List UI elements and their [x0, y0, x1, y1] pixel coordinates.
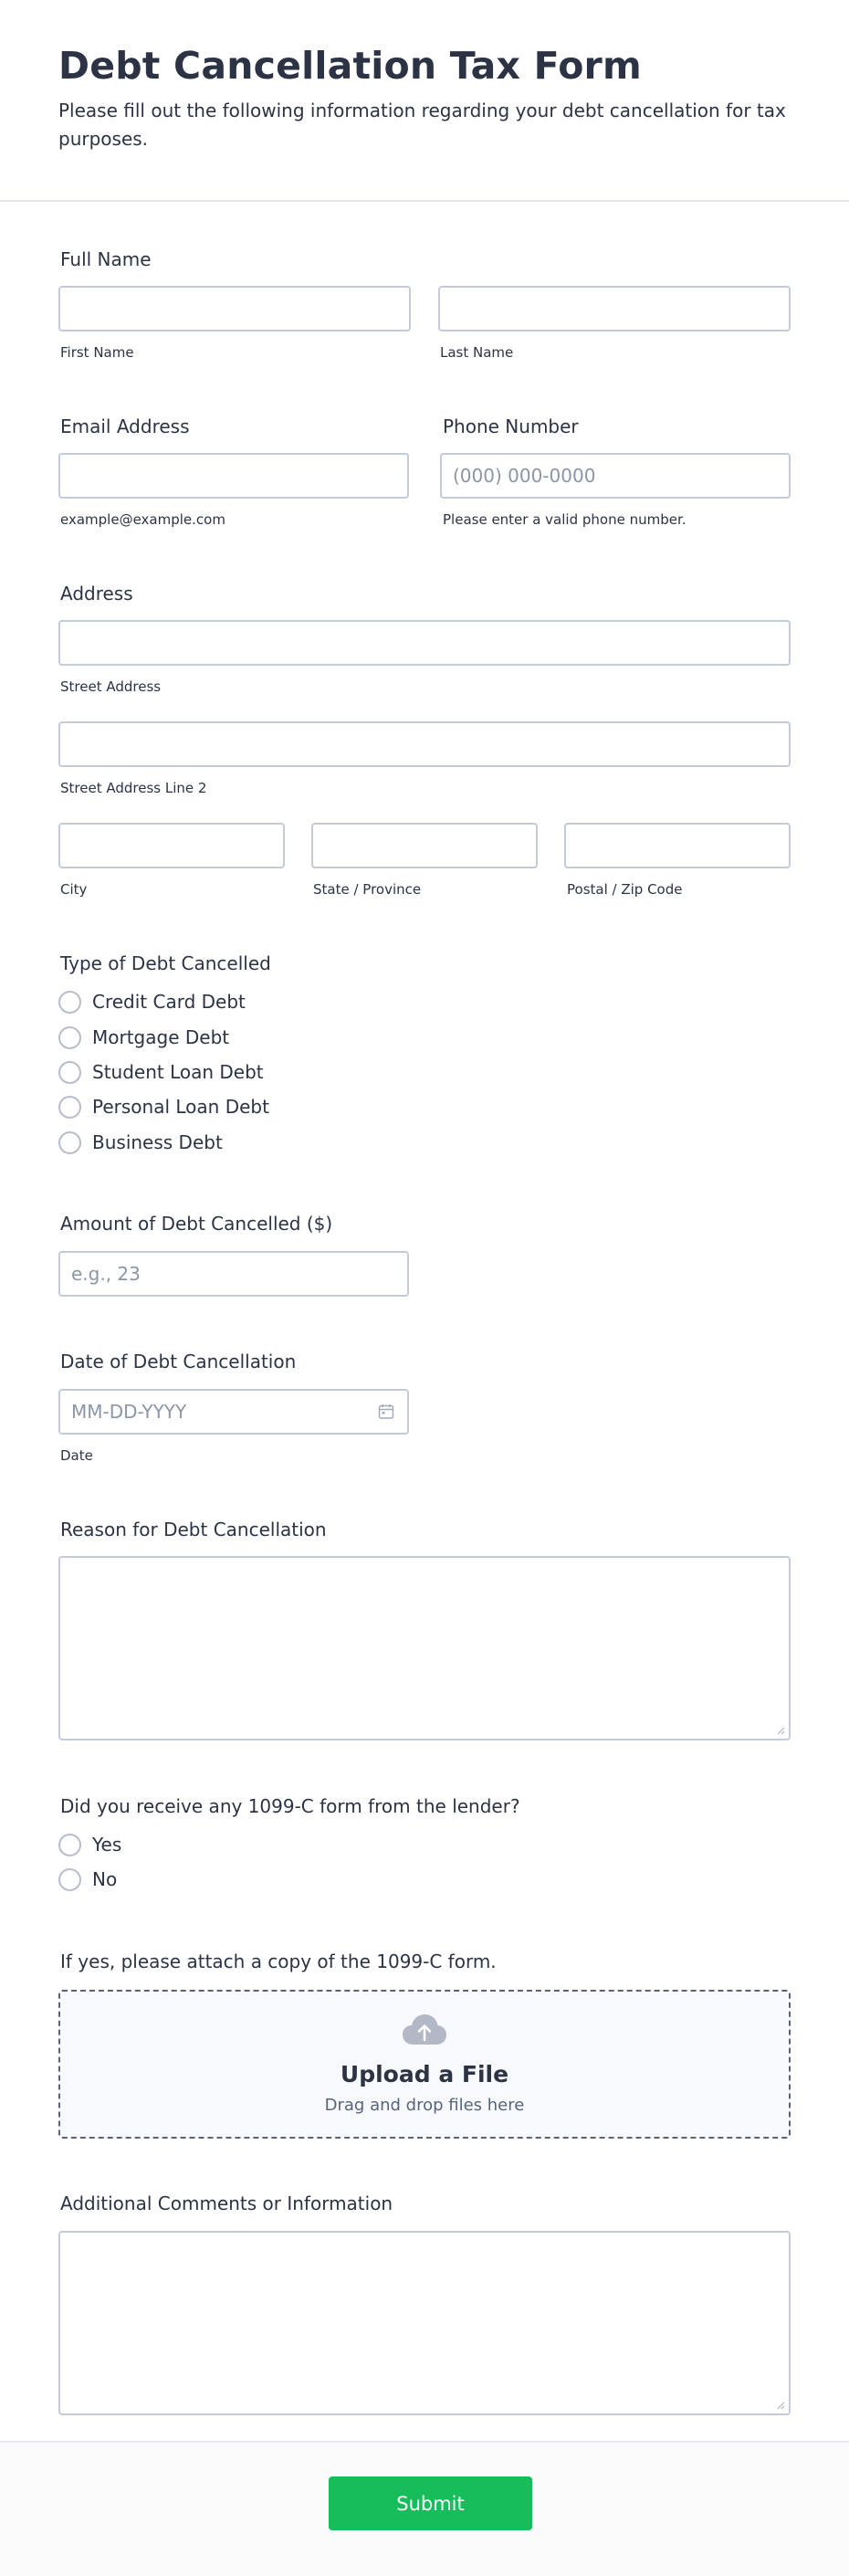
resize-handle-icon[interactable]: [776, 1726, 785, 1735]
date-sublabel: Date: [60, 1447, 93, 1464]
radio-option-personal-loan[interactable]: [58, 1094, 269, 1120]
radio-option-yes[interactable]: [58, 1832, 121, 1857]
radio-label: Mortgage Debt: [92, 1026, 230, 1048]
reason-label: Reason for Debt Cancellation: [60, 1519, 327, 1540]
comments-textarea[interactable]: [58, 2231, 791, 2415]
page-subtitle: Please fill out the following information regarding your debt cancellation for tax purposes.: [58, 100, 786, 150]
debt-type-label: Type of Debt Cancelled: [60, 952, 271, 974]
radio-button[interactable]: [58, 1131, 81, 1154]
form-1099c-label: Did you receive any 1099-C form from the lender?: [60, 1795, 520, 1817]
reason-textarea[interactable]: [58, 1556, 791, 1740]
upload-label: If yes, please attach a copy of the 1099-C form.: [60, 1950, 497, 1972]
radio-label: Personal Loan Debt: [92, 1096, 269, 1118]
radio-label: Business Debt: [92, 1131, 223, 1153]
amount-input[interactable]: e.g., 23: [58, 1251, 409, 1297]
page-title: Debt Cancellation Tax Form: [58, 44, 642, 88]
comments-label: Additional Comments or Information: [60, 2192, 393, 2214]
form-footer: [0, 2441, 849, 2576]
phone-sublabel: Please enter a valid phone number.: [443, 511, 687, 528]
calendar-icon[interactable]: [378, 1403, 394, 1425]
date-placeholder: MM-DD-YYYY: [71, 1401, 187, 1423]
radio-button[interactable]: [58, 1834, 81, 1856]
first-name-input[interactable]: [58, 286, 411, 331]
email-input[interactable]: [58, 453, 409, 499]
radio-button[interactable]: [58, 991, 81, 1014]
city-input[interactable]: [58, 823, 285, 868]
date-label: Date of Debt Cancellation: [60, 1351, 297, 1372]
email-sublabel: example@example.com: [60, 511, 225, 528]
file-upload-dropzone[interactable]: [58, 1990, 791, 2139]
radio-label: Yes: [92, 1834, 122, 1856]
first-name-sublabel: First Name: [60, 344, 134, 361]
radio-button[interactable]: [58, 1061, 81, 1084]
street-address-line2-sublabel: Street Address Line 2: [60, 780, 207, 796]
email-label: Email Address: [60, 415, 190, 437]
upload-subtitle: Drag and drop files here: [324, 2096, 525, 2115]
state-sublabel: State / Province: [313, 881, 422, 898]
street-address-input[interactable]: [58, 620, 791, 666]
radio-button[interactable]: [58, 1026, 81, 1049]
submit-button[interactable]: Submit: [329, 2476, 532, 2530]
cloud-upload-icon: [402, 2013, 447, 2046]
address-label: Address: [60, 583, 133, 605]
phone-input[interactable]: (000) 000-0000: [440, 453, 791, 499]
last-name-sublabel: Last Name: [440, 344, 514, 361]
zip-sublabel: Postal / Zip Code: [567, 881, 683, 898]
radio-option-credit-card[interactable]: [58, 989, 246, 1015]
radio-button[interactable]: [58, 1868, 81, 1891]
street-address-line2-input[interactable]: [58, 721, 791, 767]
date-input[interactable]: [58, 1389, 409, 1435]
state-input[interactable]: [311, 823, 538, 868]
radio-label: Student Loan Debt: [92, 1061, 264, 1083]
radio-option-mortgage[interactable]: [58, 1025, 229, 1050]
last-name-input[interactable]: [438, 286, 791, 331]
city-sublabel: City: [60, 881, 88, 898]
phone-label: Phone Number: [443, 415, 579, 437]
radio-option-no[interactable]: [58, 1866, 117, 1892]
radio-button[interactable]: [58, 1096, 81, 1119]
street-address-sublabel: Street Address: [60, 678, 162, 695]
zip-input[interactable]: [564, 823, 791, 868]
radio-label: No: [92, 1868, 118, 1890]
full-name-label: Full Name: [60, 248, 152, 270]
upload-title: Upload a File: [340, 2061, 509, 2087]
form-header: [0, 0, 849, 202]
resize-handle-icon[interactable]: [776, 2401, 785, 2410]
amount-label: Amount of Debt Cancelled ($): [60, 1213, 333, 1235]
radio-option-student-loan[interactable]: [58, 1059, 264, 1085]
radio-label: Credit Card Debt: [92, 991, 246, 1013]
radio-option-business[interactable]: [58, 1130, 223, 1155]
